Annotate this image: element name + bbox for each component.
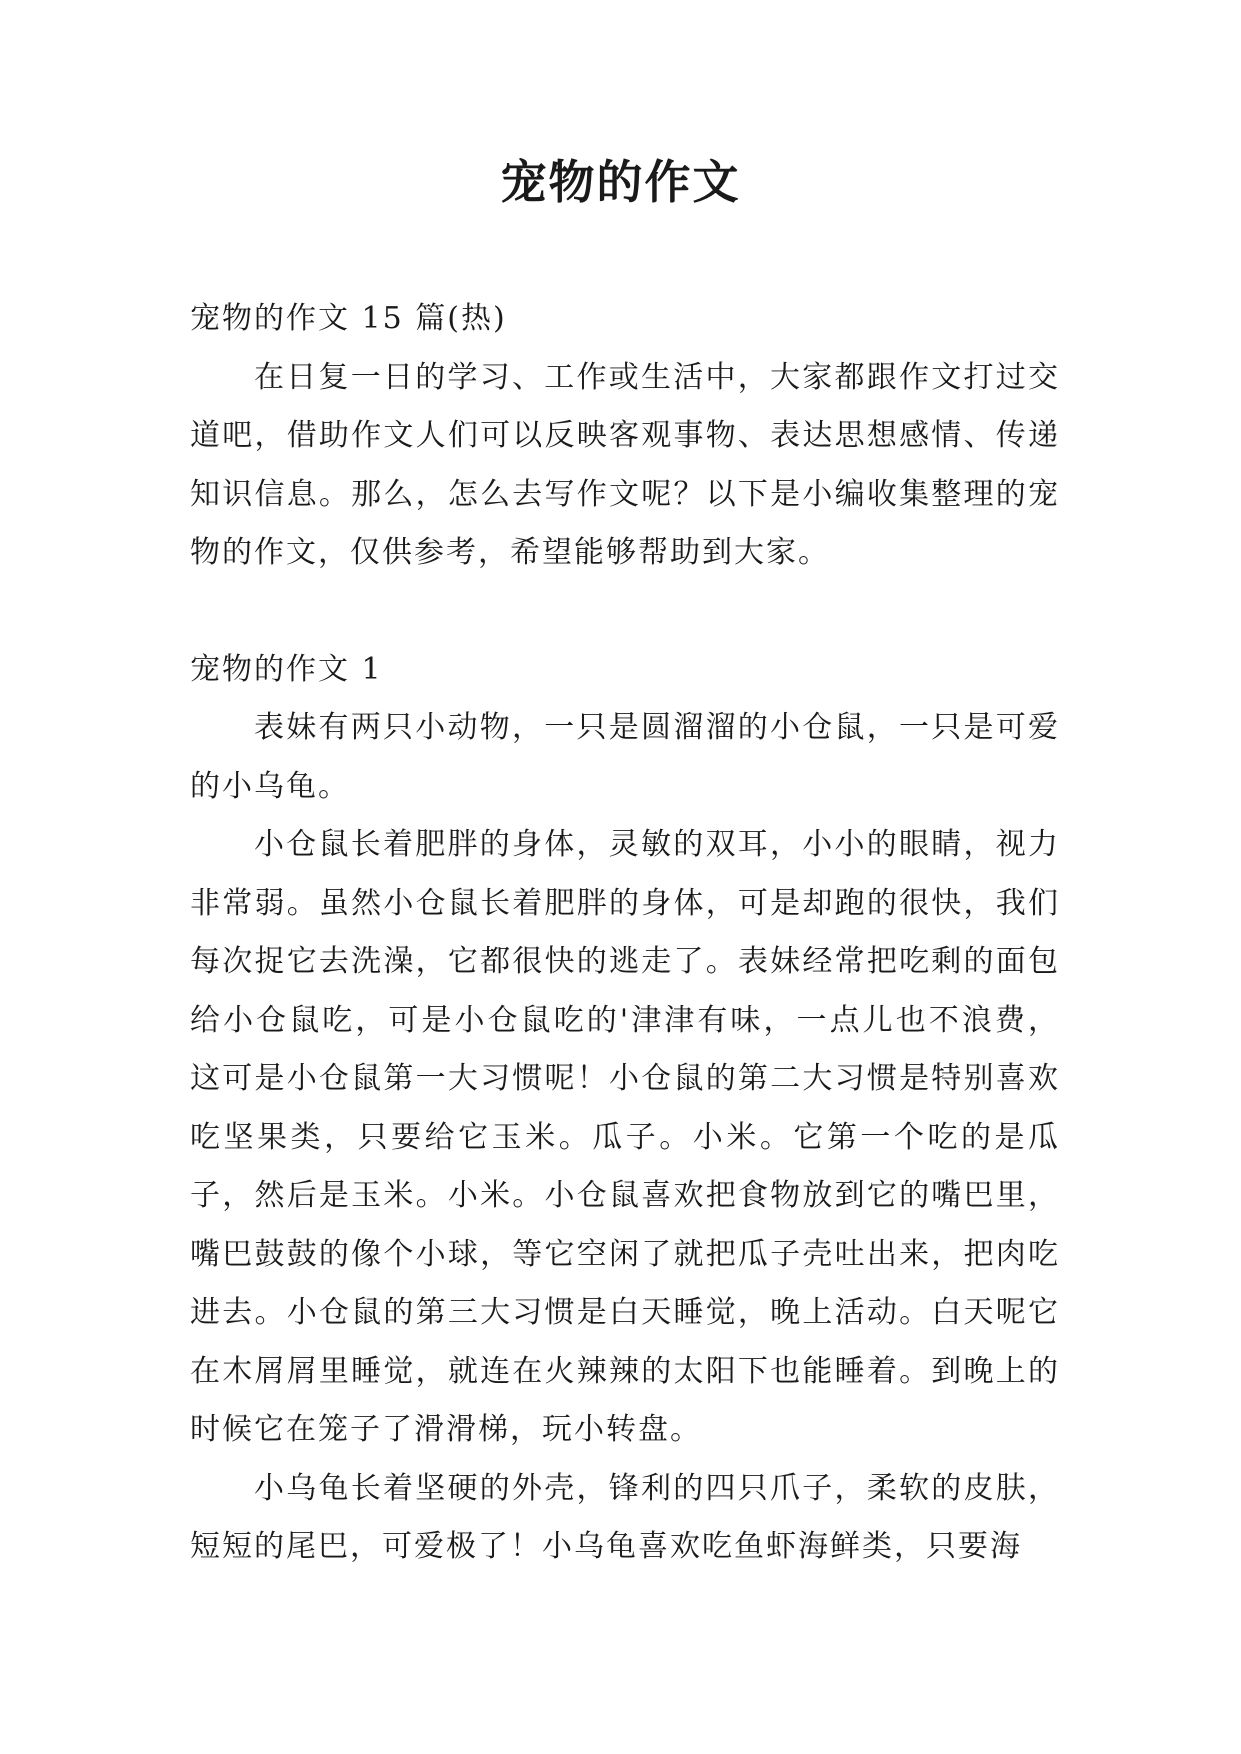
intro-paragraph: 在日复一日的学习、工作或生活中，大家都跟作文打过交道吧，借助作文人们可以反映客观事物、表达思想感情、传递知识信息。那么，怎么去写作文呢？以下是小编收集整理的宠物的作文，仅供参考，希望能够帮助到大家。 — [190, 359, 1060, 570]
section-spacer — [190, 583, 1060, 641]
section-paragraph: 表妹有两只小动物，一只是圆溜溜的小仓鼠，一只是可爱的小乌龟。 — [190, 710, 1060, 804]
document-title: 宠物的作文 — [500, 155, 741, 209]
section-paragraph: 小仓鼠长着肥胖的身体，灵敏的双耳，小小的眼睛，视力非常弱。虽然小仓鼠长着肥胖的身体，可是却跑的很快，我们每次捉它去洗澡，它都很快的逃走了。表妹经常把吃剩的面包给小仓鼠吃，可是小仓鼠吃的'津津有味，一点儿也不浪费，这可是小仓鼠第一大习惯呢！小仓鼠的第二大习惯是特别喜欢吃坚果类，只要给它玉米。瓜子。小米。它第一个吃的是瓜子，然后是玉米。小米。小仓鼠喜欢把食物放到它的嘴巴里，嘴巴鼓鼓的像个小球，等它空闲了就把瓜子壳吐出来，把肉吃进去。小仓鼠的第三大习惯是白天睡觉，晚上活动。白天呢它在木屑屑里睡觉，就连在火辣辣的太阳下也能睡着。到晚上的时候它在笼子了滑滑梯，玩小转盘。 — [190, 827, 1060, 1447]
section-paragraph: 小乌龟长着坚硬的外壳，锋利的四只爪子，柔软的皮肤，短短的尾巴，可爱极了！小乌龟喜欢吃鱼虾海鲜类，只要海 — [190, 1470, 1060, 1564]
document-subtitle: 宠物的作文 15 篇(热) — [190, 301, 507, 336]
document-body — [190, 290, 1060, 1577]
section-heading: 宠物的作文 1 — [190, 651, 383, 687]
